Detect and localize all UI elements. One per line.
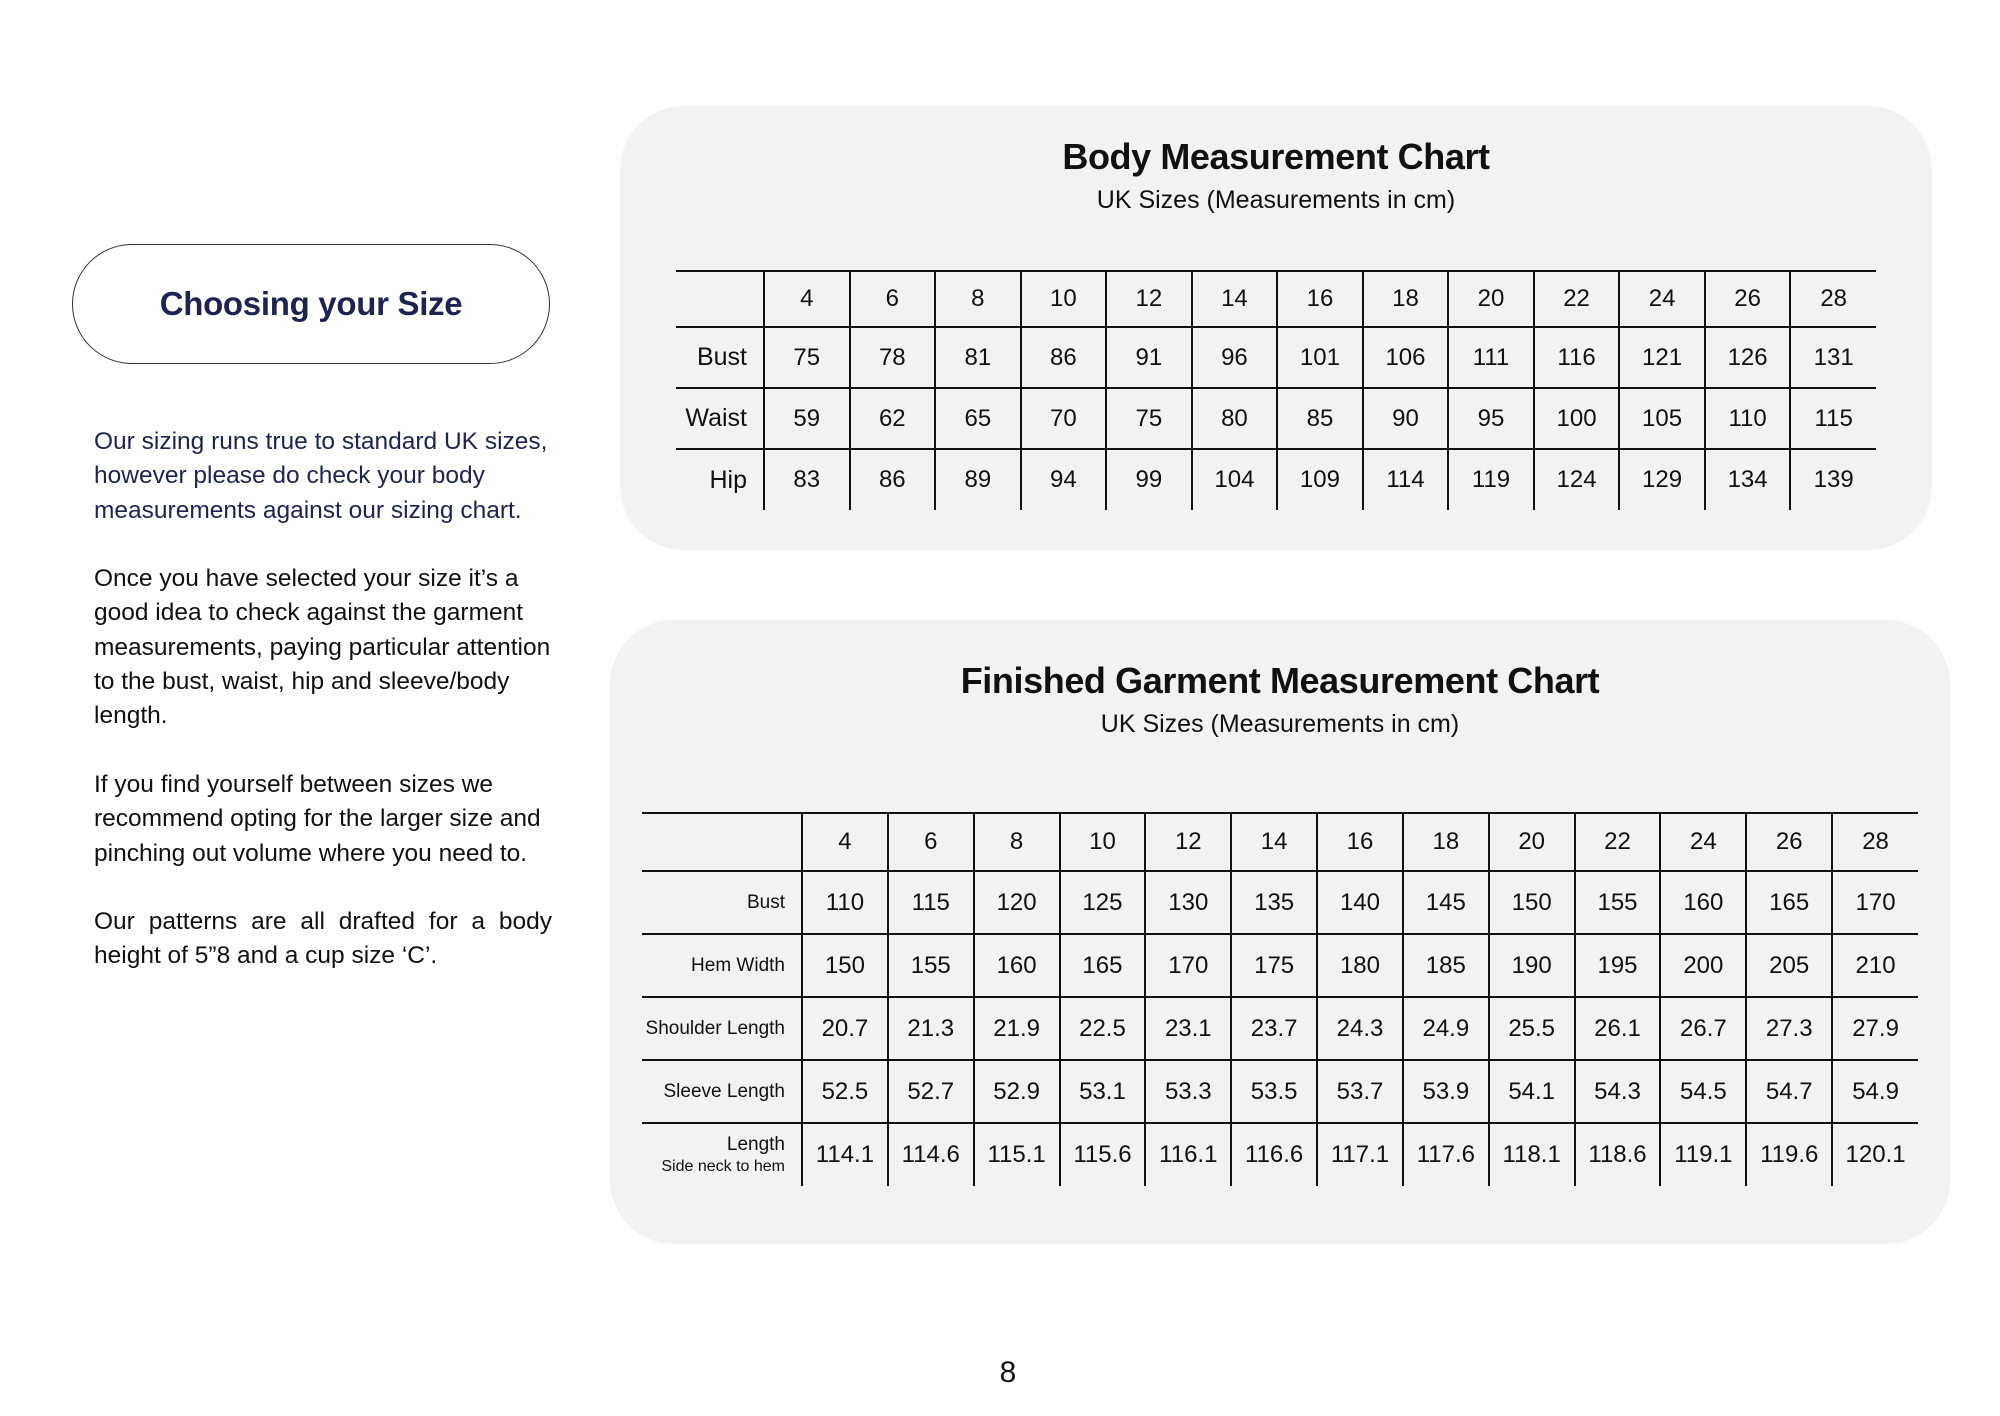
measurement-cell: 91 [1106,327,1192,388]
row-label: Sleeve Length [663,1080,785,1102]
measurement-cell: 53.3 [1145,1060,1231,1123]
row-label-cell [642,1060,802,1123]
measurement-cell: 114.1 [802,1123,888,1186]
measurement-cell: 119 [1448,449,1534,510]
measurement-cell: 130 [1145,871,1231,934]
measurement-cell: 78 [850,327,936,388]
measurement-cell: 160 [974,934,1060,997]
measurement-cell: 124 [1534,449,1620,510]
measurement-cell: 150 [802,934,888,997]
row-label: Bust [696,343,747,371]
measurement-cell: 85 [1277,388,1363,449]
intro-paragraph: Our sizing runs true to standard UK sizes, however please do check your body measurements against our sizing chart. [94,428,548,524]
measurement-cell: 118.1 [1489,1123,1575,1186]
measurement-cell: 26.7 [1660,997,1746,1060]
measurement-cell: 115 [1790,388,1876,449]
size-header-cell: 6 [850,271,936,327]
size-header-cell: 26 [1746,813,1832,871]
size-header-cell: 26 [1705,271,1791,327]
intro-paragraph: Once you have selected your size it’s a good idea to check against the garment measurements, paying particular attention to the bust, waist, hip and sleeve/body length. [94,565,551,730]
row-label-cell [676,388,764,449]
measurement-cell: 140 [1317,871,1403,934]
measurement-cell: 165 [1746,871,1832,934]
measurement-cell: 27.9 [1832,997,1918,1060]
measurement-cell: 100 [1534,388,1620,449]
measurement-cell: 54.5 [1660,1060,1746,1123]
measurement-cell: 104 [1192,449,1278,510]
measurement-cell: 115.6 [1060,1123,1146,1186]
measurement-cell: 131 [1790,327,1876,388]
row-label-cell [642,871,802,934]
measurement-cell: 150 [1489,871,1575,934]
size-header-cell: 28 [1832,813,1918,871]
measurement-cell: 52.5 [802,1060,888,1123]
measurement-cell: 109 [1277,449,1363,510]
body-chart-subtitle: UK Sizes (Measurements in cm) [1096,186,1456,214]
row-label-cell [642,934,802,997]
sizing-intro-text [94,425,552,1008]
measurement-cell: 119.1 [1660,1123,1746,1186]
row-label-cell [676,449,764,510]
measurement-cell: 105 [1619,388,1705,449]
measurement-cell: 125 [1060,871,1146,934]
measurement-cell: 116 [1534,327,1620,388]
measurement-cell: 129 [1619,449,1705,510]
size-header-cell: 16 [1317,813,1403,871]
measurement-cell: 180 [1317,934,1403,997]
measurement-cell: 135 [1231,871,1317,934]
measurement-row [676,388,1876,449]
size-header-cell: 4 [802,813,888,871]
measurement-cell: 114.6 [888,1123,974,1186]
measurement-cell: 25.5 [1489,997,1575,1060]
size-header-cell: 6 [888,813,974,871]
measurement-cell: 120 [974,871,1060,934]
measurement-cell: 27.3 [1746,997,1832,1060]
size-header-cell: 8 [935,271,1021,327]
measurement-cell: 23.7 [1231,997,1317,1060]
measurement-cell: 53.9 [1403,1060,1489,1123]
measurement-cell: 24.9 [1403,997,1489,1060]
measurement-cell: 126 [1705,327,1791,388]
measurement-cell: 115.1 [974,1123,1060,1186]
measurement-cell: 99 [1106,449,1192,510]
size-header-cell: 20 [1448,271,1534,327]
choosing-size-heading-box [72,244,550,364]
measurement-cell: 117.6 [1403,1123,1489,1186]
size-header-cell: 12 [1145,813,1231,871]
garment-measurement-table [642,812,1918,1186]
measurement-row [642,997,1918,1060]
measurement-cell: 26.1 [1575,997,1661,1060]
measurement-cell: 170 [1145,934,1231,997]
row-sublabel: Side neck to hem [661,1158,785,1175]
measurement-cell: 139 [1790,449,1876,510]
measurement-cell: 145 [1403,871,1489,934]
size-header-cell: 22 [1575,813,1661,871]
measurement-cell: 116.6 [1231,1123,1317,1186]
measurement-cell: 111 [1448,327,1534,388]
intro-paragraph: If you find yourself between sizes we recommend opting for the larger size and pinching out volume where you need to. [94,770,541,867]
body-chart-title: Body Measurement Chart [1062,136,1490,177]
measurement-row [642,934,1918,997]
measurement-cell: 116.1 [1145,1123,1231,1186]
measurement-cell: 210 [1832,934,1918,997]
measurement-cell: 52.7 [888,1060,974,1123]
garment-chart-title: Finished Garment Measurement Chart [960,660,1600,701]
size-header-cell: 18 [1363,271,1449,327]
measurement-cell: 54.3 [1575,1060,1661,1123]
measurement-cell: 101 [1277,327,1363,388]
measurement-cell: 53.7 [1317,1060,1403,1123]
measurement-cell: 205 [1746,934,1832,997]
row-label: Hem Width [691,954,785,976]
size-header-cell: 8 [974,813,1060,871]
measurement-cell: 170 [1832,871,1918,934]
size-header-cell: 24 [1660,813,1746,871]
size-header-cell: 14 [1192,271,1278,327]
size-header-cell: 16 [1277,271,1363,327]
measurement-cell: 83 [764,449,850,510]
measurement-row [676,327,1876,388]
measurement-cell: 115 [888,871,974,934]
corner-cell [676,271,764,327]
measurement-cell: 195 [1575,934,1661,997]
measurement-cell: 86 [850,449,936,510]
measurement-cell: 53.5 [1231,1060,1317,1123]
measurement-cell: 118.6 [1575,1123,1661,1186]
measurement-cell: 106 [1363,327,1449,388]
row-label: Bust [746,891,785,913]
size-header-cell: 18 [1403,813,1489,871]
measurement-cell: 20.7 [802,997,888,1060]
measurement-cell: 185 [1403,934,1489,997]
measurement-cell: 53.1 [1060,1060,1146,1123]
garment-chart-subtitle: UK Sizes (Measurements in cm) [1100,710,1460,738]
row-label-cell [642,997,802,1060]
measurement-cell: 52.9 [974,1060,1060,1123]
measurement-cell: 121 [1619,327,1705,388]
row-label: Hip [709,465,747,494]
measurement-cell: 110 [802,871,888,934]
measurement-row [642,1123,1918,1186]
size-header-cell: 10 [1021,271,1107,327]
corner-cell [642,813,802,871]
measurement-cell: 110 [1705,388,1791,449]
size-header-cell: 10 [1060,813,1146,871]
measurement-cell: 119.6 [1746,1123,1832,1186]
measurement-cell: 134 [1705,449,1791,510]
measurement-cell: 75 [764,327,850,388]
measurement-cell: 160 [1660,871,1746,934]
measurement-cell: 90 [1363,388,1449,449]
measurement-cell: 75 [1106,388,1192,449]
choosing-size-heading: Choosing your Size [159,285,463,322]
measurement-cell: 200 [1660,934,1746,997]
measurement-cell: 21.3 [888,997,974,1060]
measurement-cell: 155 [888,934,974,997]
size-header-cell: 20 [1489,813,1575,871]
measurement-cell: 70 [1021,388,1107,449]
size-header-cell: 22 [1534,271,1620,327]
measurement-cell: 21.9 [974,997,1060,1060]
row-label: Waist [685,404,747,432]
measurement-cell: 89 [935,449,1021,510]
measurement-row [642,1060,1918,1123]
row-label-cell [642,1123,802,1186]
measurement-cell: 117.1 [1317,1123,1403,1186]
measurement-cell: 54.9 [1832,1060,1918,1123]
intro-paragraph: Our patterns are all drafted for a body height of 5”8 and a cup size ‘C’. [94,908,552,970]
measurement-row [676,449,1876,510]
measurement-cell: 114 [1363,449,1449,510]
size-header-cell: 24 [1619,271,1705,327]
measurement-cell: 165 [1060,934,1146,997]
body-measurement-table [676,270,1876,510]
measurement-cell: 86 [1021,327,1107,388]
body-measurement-panel [620,106,1932,550]
size-header-row [676,271,1876,327]
measurement-cell: 80 [1192,388,1278,449]
size-header-cell: 4 [764,271,850,327]
measurement-cell: 96 [1192,327,1278,388]
page-number: 8 [999,1356,1017,1389]
measurement-cell: 94 [1021,449,1107,510]
measurement-row [642,871,1918,934]
row-label: Shoulder Length [645,1017,785,1039]
row-label-cell [676,327,764,388]
garment-measurement-panel [610,620,1950,1244]
measurement-cell: 120.1 [1832,1123,1918,1186]
measurement-cell: 59 [764,388,850,449]
row-label: Length [726,1134,785,1155]
measurement-cell: 54.1 [1489,1060,1575,1123]
size-header-cell: 12 [1106,271,1192,327]
size-header-cell: 28 [1790,271,1876,327]
measurement-cell: 54.7 [1746,1060,1832,1123]
size-header-row [642,813,1918,871]
measurement-cell: 22.5 [1060,997,1146,1060]
measurement-cell: 23.1 [1145,997,1231,1060]
measurement-cell: 81 [935,327,1021,388]
measurement-cell: 24.3 [1317,997,1403,1060]
measurement-cell: 95 [1448,388,1534,449]
measurement-cell: 190 [1489,934,1575,997]
size-header-cell: 14 [1231,813,1317,871]
measurement-cell: 65 [935,388,1021,449]
measurement-cell: 155 [1575,871,1661,934]
measurement-cell: 175 [1231,934,1317,997]
measurement-cell: 62 [850,388,936,449]
